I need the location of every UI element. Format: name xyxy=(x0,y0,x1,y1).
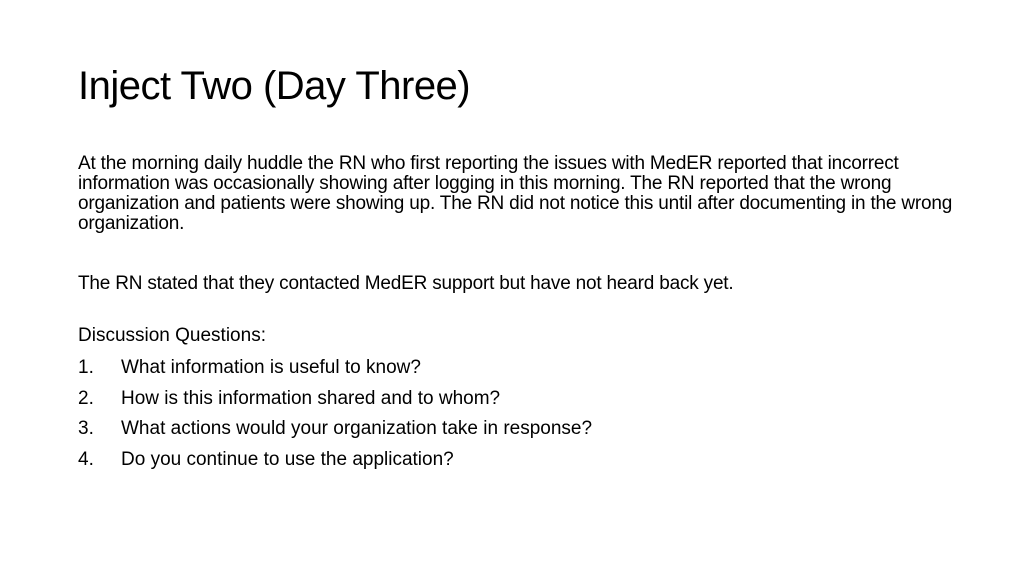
question-number: 1. xyxy=(78,357,94,378)
discussion-question xyxy=(78,353,958,384)
question-text: What actions would your organization take in response? xyxy=(121,418,593,439)
question-number: 4. xyxy=(78,448,94,470)
discussion-question xyxy=(78,414,958,445)
support-paragraph: The RN stated that they contacted MedER support but have not heard back yet. xyxy=(78,273,734,294)
scenario-paragraph: At the morning daily huddle the RN who first reporting the issues with MedER reported that incorrect information was occasionally showing after logging in this morning. The RN reported that the wrong organization and patients were showing up. The RN did not notice this until after documenting in the wrong organization. xyxy=(78,153,953,234)
question-text: What information is useful to know? xyxy=(121,357,421,378)
slide-title: Inject Two (Day Three) xyxy=(78,64,471,108)
question-text: Do you continue to use the application? xyxy=(121,448,454,470)
discussion-question xyxy=(78,445,958,476)
discussion-question-list xyxy=(78,353,958,475)
question-number: 3. xyxy=(78,418,94,439)
slide-body xyxy=(78,154,958,475)
discussion-question xyxy=(78,384,958,415)
question-number: 2. xyxy=(78,387,94,409)
question-text: How is this information shared and to whom? xyxy=(121,387,501,409)
discussion-heading: Discussion Questions: xyxy=(78,325,266,346)
